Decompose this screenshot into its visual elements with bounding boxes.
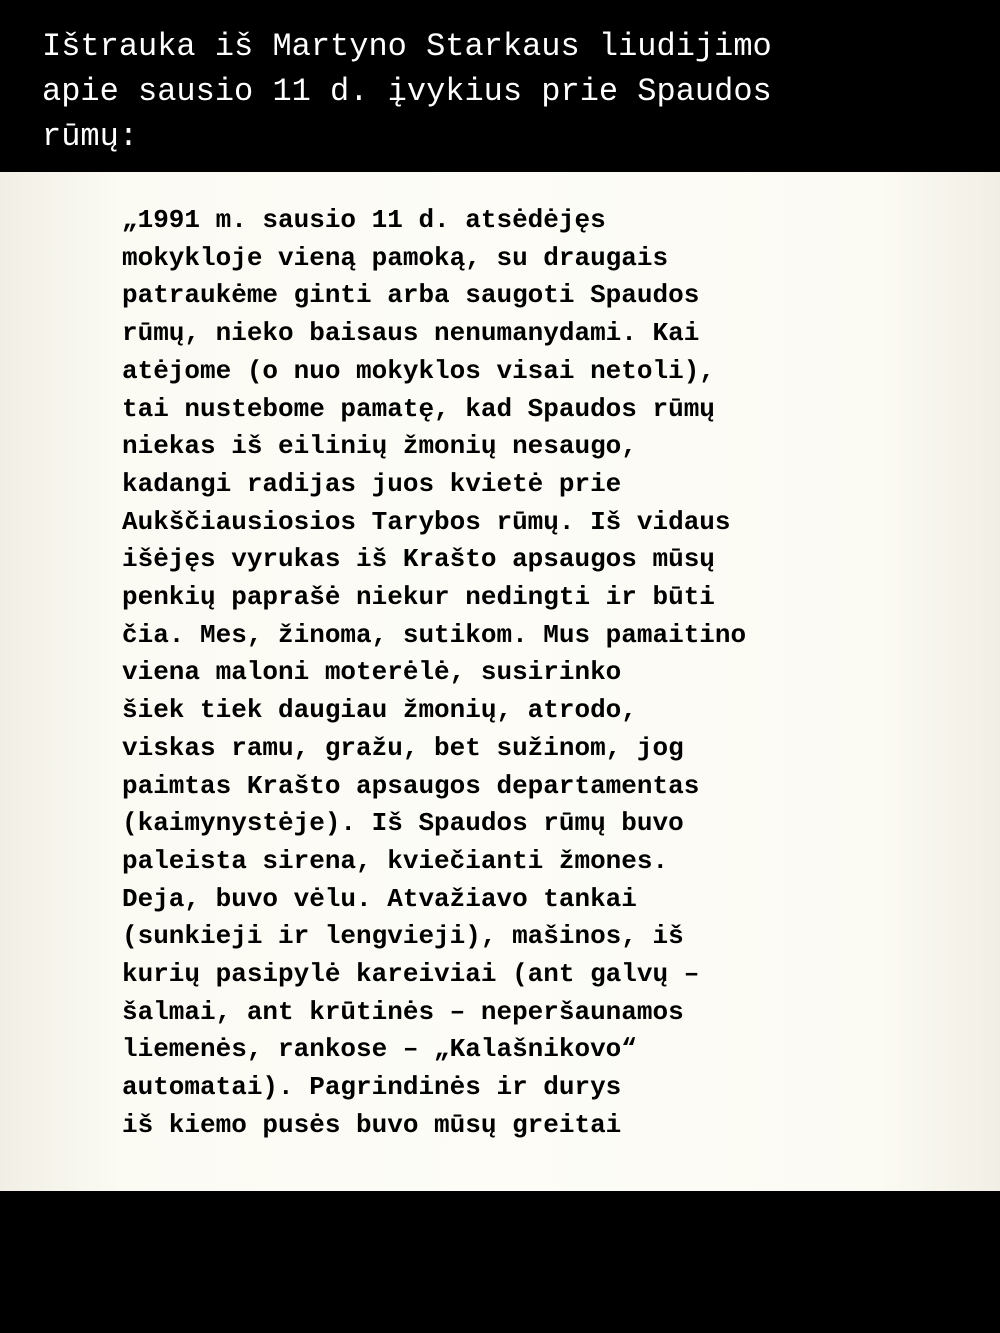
header-bar [0, 0, 1000, 172]
document-page [0, 172, 1000, 1191]
page-title: Ištrauka iš Martyno Starkaus liudijimo apie sausio 11 d. įvykius prie Spaudos rūmų: [42, 28, 772, 155]
footer-bar [0, 1191, 1000, 1333]
testimony-quote: „1991 m. sausio 11 d. atsėdėjęs mokykloje vieną pamoką, su draugais patraukėme ginti arba saugoti Spaudos rūmų, nieko baisaus nenumanydami. Kai atėjome (o nuo mokyklos visai netoli), tai nustebome pamatę, kad Spaudos rūmų niekas iš eilinių žmonių nesaugo, kadangi radijas juos kvietė prie Aukščiausiosios Tarybos rūmų. Iš vidaus išėjęs vyrukas iš Krašto apsaugos mūsų penkių paprašė niekur nedingti ir būti čia. Mes, žinoma, sutikom. Mus pamaitino viena maloni moterėlė, susirinko šiek tiek daugiau žmonių, atrodo, viskas ramu, gražu, bet sužinom, jog paimtas Krašto apsaugos departamentas (kaimynystėje). Iš Spaudos rūmų buvo paleista sirena, kviečianti žmones. Deja, buvo vėlu. Atvažiavo tankai (sunkieji ir lengvieji), mašinos, iš kurių pasipylė kareiviai (ant galvų – šalmai, ant krūtinės – neperšaunamos liemenės, rankose – „Kalašnikovo“ automatai). Pagrindinės ir durys iš kiemo pusės buvo mūsų greitai [122, 205, 747, 1140]
